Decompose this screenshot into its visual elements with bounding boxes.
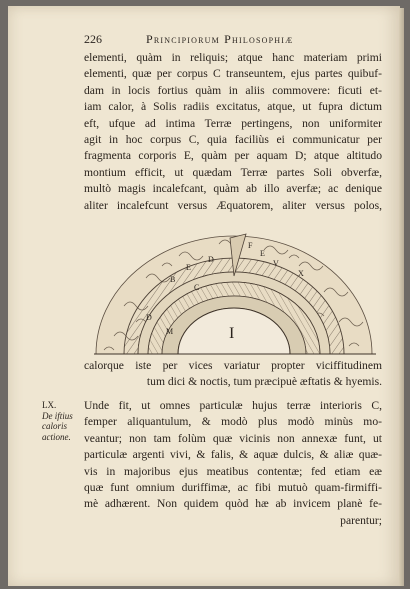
margin-note-number: LX. <box>42 400 57 410</box>
margin-note-line: caloris <box>42 421 68 431</box>
text-line: aliter incalefcunt versus Æquatorem, aliter versus polos, <box>84 198 382 212</box>
text-line: tum dici & noctis, tum præcipuè æftatis & hyemis. <box>146 375 382 389</box>
paragraph-1 <box>84 50 382 214</box>
text-line: elementi, quæ per corpus C transeuntem, ejus partes quibuf- <box>84 67 382 81</box>
text-line: vis in majoribus ejus meatibus contentæ; fed etiam eæ <box>84 464 382 478</box>
text-line: dam in locis fortius quàm in aliis commovere: ficuti et- <box>84 83 382 97</box>
text-line: calorque iste per vices variatur propter viciffitudinem <box>84 359 382 372</box>
text-line: quæ funt omnium duriffimæ, ac fibi mutuò quam-firmiffi- <box>84 481 382 495</box>
text-line: parentur; <box>340 513 382 527</box>
figure-label: C <box>194 283 200 292</box>
text-line: fragmenta corporis E, quàm per aquam D; atque altitudo <box>84 149 382 163</box>
figure-label: E <box>260 249 265 258</box>
figure-label: V <box>273 259 279 268</box>
figure-label: E <box>186 263 191 272</box>
text-line: iam calor, à Solis radiis excitatus, atque, ut fupra dictum <box>84 100 382 114</box>
text-line: Unde fit, ut omnes particulæ hujus terræ interioris C, <box>84 399 382 412</box>
text-line: mè adhærent. Non quidem quòd hæ ab invicem planè fe- <box>84 497 382 511</box>
text-line: elementi, quàm in reliquis; atque hanc materiam primi <box>84 51 382 64</box>
figure-label: D <box>146 313 152 322</box>
figure-label: X <box>298 269 304 278</box>
paragraph-3 <box>84 398 382 529</box>
text-line: veantur; non tam folùm quæ vicinis non annexæ funt, ut <box>84 431 382 445</box>
running-header <box>84 32 384 46</box>
page-edge <box>399 8 404 586</box>
text-line: montium efficit, ut quædam Terræ partes Soli obverfæ, <box>84 165 382 179</box>
margin-note-line: De iftius <box>42 410 73 421</box>
text-line: multò magis incalefcant, quàm ab illo averfæ; ac denique <box>84 182 382 196</box>
text-line: agit in hoc corpus C, quia faciliùs ei communicatur per <box>84 133 382 147</box>
paragraph-2 <box>84 358 382 391</box>
page-number: 226 <box>84 32 102 46</box>
text-line: particulæ argenti vivi, & falis, & aquæ dulcis, & aliæ quæ- <box>84 448 382 462</box>
earth-cross-section-figure <box>84 226 384 358</box>
margin-note-line: actione. <box>42 431 71 442</box>
core-label: I <box>229 325 235 342</box>
margin-note <box>42 400 86 442</box>
running-title: Principiorum Philosophiæ <box>146 32 294 46</box>
figure-label: D <box>208 255 214 264</box>
text-line: femper aliquantulum, & modò plus modò minùs mo- <box>84 415 382 429</box>
text-line: eft, ufque ad intima Terræ pertingens, non uniformiter <box>84 116 382 130</box>
figure-label: B <box>170 275 176 284</box>
figure-label: F <box>248 241 253 250</box>
figure-label: M <box>166 327 174 336</box>
